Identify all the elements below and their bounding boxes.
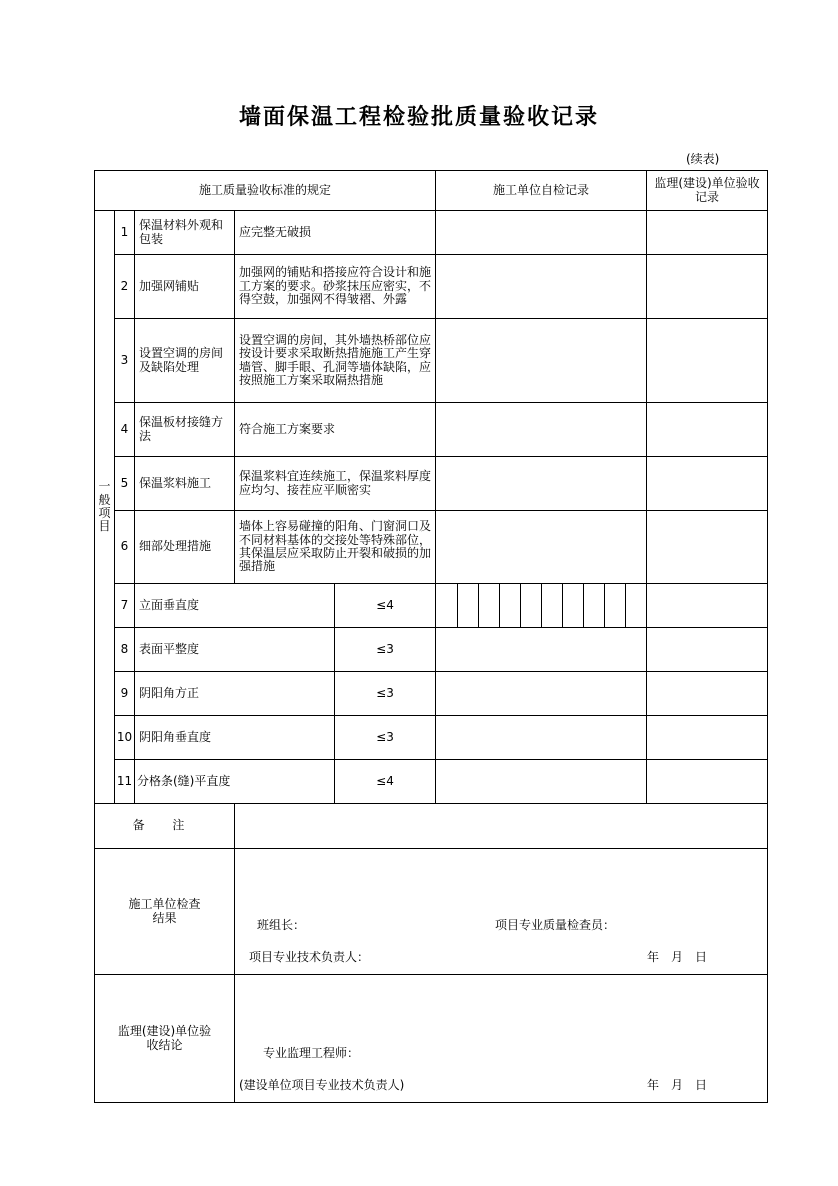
- tolerance-row: [95, 584, 768, 628]
- tolerance-row: [95, 716, 768, 760]
- tolerance-name: 表面平整度: [135, 628, 335, 672]
- header-supervision: 监理(建设)单位验收记录: [647, 171, 768, 211]
- measurement-cell[interactable]: [625, 584, 646, 627]
- supervision-cell[interactable]: [647, 584, 768, 628]
- tolerance-row: [95, 628, 768, 672]
- item-no: 10: [115, 716, 135, 760]
- item-no: 2: [115, 255, 135, 319]
- remarks-field[interactable]: [235, 804, 768, 849]
- tolerance-name: 阴阳角垂直度: [135, 716, 335, 760]
- supervision-cell[interactable]: [647, 457, 768, 511]
- self-check-cell[interactable]: [436, 672, 647, 716]
- supervision-cell[interactable]: [647, 319, 768, 403]
- tolerance-name: 阴阳角方正: [135, 672, 335, 716]
- self-check-cell[interactable]: [436, 760, 647, 804]
- table-row: [95, 255, 768, 319]
- supervision-cell[interactable]: [647, 716, 768, 760]
- measurement-cell[interactable]: [478, 584, 499, 627]
- item-name: 细部处理措施: [135, 511, 235, 584]
- page-title: 墙面保温工程检验批质量验收记录: [238, 105, 599, 130]
- item-name: 设置空调的房间及缺陷处理: [135, 319, 235, 403]
- measurement-cell[interactable]: [604, 584, 625, 627]
- remarks-label: 备 注: [95, 804, 235, 849]
- self-check-cell[interactable]: [436, 211, 647, 255]
- header-self-check: 施工单位自检记录: [436, 171, 647, 211]
- item-no: 9: [115, 672, 135, 716]
- item-name: 加强网铺贴: [135, 255, 235, 319]
- measurement-cell[interactable]: [541, 584, 562, 627]
- construction-result-row: [95, 849, 768, 975]
- engineer-label: 专业监理工程师：: [263, 1046, 360, 1060]
- item-requirement: 设置空调的房间，其外墙热桥部位应按设计要求采取断热措施施工产生穿墙管、脚手眼、孔洞等墙体缺陷，应按照施工方案采取隔热措施: [235, 319, 436, 403]
- item-no: 5: [115, 457, 135, 511]
- item-requirement: 墙体上容易碰撞的阳角、门窗洞口及不同材料基体的交接处等特殊部位，其保温层应采取防止开裂和破损的加强措施: [235, 511, 436, 584]
- measurement-cell[interactable]: [583, 584, 604, 627]
- self-check-cell[interactable]: [436, 319, 647, 403]
- item-name: 保温材料外观和包装: [135, 211, 235, 255]
- date-label: 年 月 日: [647, 1078, 708, 1092]
- item-name: 保温板材接缝方法: [135, 403, 235, 457]
- date-label: 年 月 日: [647, 950, 708, 964]
- tolerance-limit: ≤4: [335, 584, 436, 628]
- supervision-cell[interactable]: [647, 255, 768, 319]
- construction-result-label: 施工单位检查结果: [95, 849, 235, 975]
- inspection-table: [94, 170, 768, 1103]
- table-row: [95, 319, 768, 403]
- owner-label: (建设单位项目专业技术负责人): [239, 1078, 405, 1092]
- item-requirement: 应完整无破损: [235, 211, 436, 255]
- continued-label: (续表): [686, 152, 720, 166]
- header-standard: 施工质量验收标准的规定: [95, 171, 436, 211]
- item-requirement: 保温浆料宜连续施工，保温浆料厚度应均匀、接茬应平顺密实: [235, 457, 436, 511]
- self-check-cell[interactable]: [436, 255, 647, 319]
- tolerance-name: 分格条(缝)平直度: [135, 760, 335, 804]
- supervision-conclusion-field[interactable]: [235, 975, 768, 1103]
- tolerance-limit: ≤3: [335, 672, 436, 716]
- measurement-cell[interactable]: [499, 584, 520, 627]
- supervision-conclusion-label: 监理(建设)单位验收结论: [95, 975, 235, 1103]
- self-check-cell[interactable]: [436, 716, 647, 760]
- self-check-cell[interactable]: [436, 511, 647, 584]
- measurement-cell[interactable]: [562, 584, 583, 627]
- tolerance-limit: ≤3: [335, 628, 436, 672]
- supervision-cell[interactable]: [647, 211, 768, 255]
- construction-result-field[interactable]: [235, 849, 768, 975]
- table-row: [95, 211, 768, 255]
- item-no: 4: [115, 403, 135, 457]
- supervision-cell[interactable]: [647, 628, 768, 672]
- supervision-conclusion-row: [95, 975, 768, 1103]
- item-no: 11: [115, 760, 135, 804]
- table-row: [95, 511, 768, 584]
- supervision-cell[interactable]: [647, 403, 768, 457]
- item-no: 1: [115, 211, 135, 255]
- self-check-cell[interactable]: [436, 457, 647, 511]
- measurement-cell[interactable]: [457, 584, 478, 627]
- measurement-cell[interactable]: [436, 584, 457, 627]
- general-items-label: 一 般 项 目: [95, 211, 115, 804]
- tolerance-limit: ≤4: [335, 760, 436, 804]
- item-no: 3: [115, 319, 135, 403]
- self-check-cell[interactable]: [436, 628, 647, 672]
- table-row: [95, 403, 768, 457]
- header-row: [95, 171, 768, 211]
- tech-lead-label: 项目专业技术负责人：: [249, 950, 370, 964]
- self-check-cell[interactable]: [436, 403, 647, 457]
- tolerance-row: [95, 760, 768, 804]
- remarks-row: [95, 804, 768, 849]
- item-no: 8: [115, 628, 135, 672]
- table-row: [95, 457, 768, 511]
- qc-inspector-label: 项目专业质量检查员：: [495, 918, 616, 932]
- measurement-grid: [436, 584, 647, 628]
- item-requirement: 加强网的铺贴和搭接应符合设计和施工方案的要求。砂浆抹压应密实，不得空鼓，加强网不得皱褶、外露: [235, 255, 436, 319]
- tolerance-row: [95, 672, 768, 716]
- supervision-cell[interactable]: [647, 672, 768, 716]
- item-name: 保温浆料施工: [135, 457, 235, 511]
- tolerance-name: 立面垂直度: [135, 584, 335, 628]
- supervision-cell[interactable]: [647, 511, 768, 584]
- supervision-cell[interactable]: [647, 760, 768, 804]
- item-requirement: 符合施工方案要求: [235, 403, 436, 457]
- item-no: 6: [115, 511, 135, 584]
- tolerance-limit: ≤3: [335, 716, 436, 760]
- team-leader-label: 班组长：: [257, 918, 306, 932]
- measurement-cell[interactable]: [520, 584, 541, 627]
- item-no: 7: [115, 584, 135, 628]
